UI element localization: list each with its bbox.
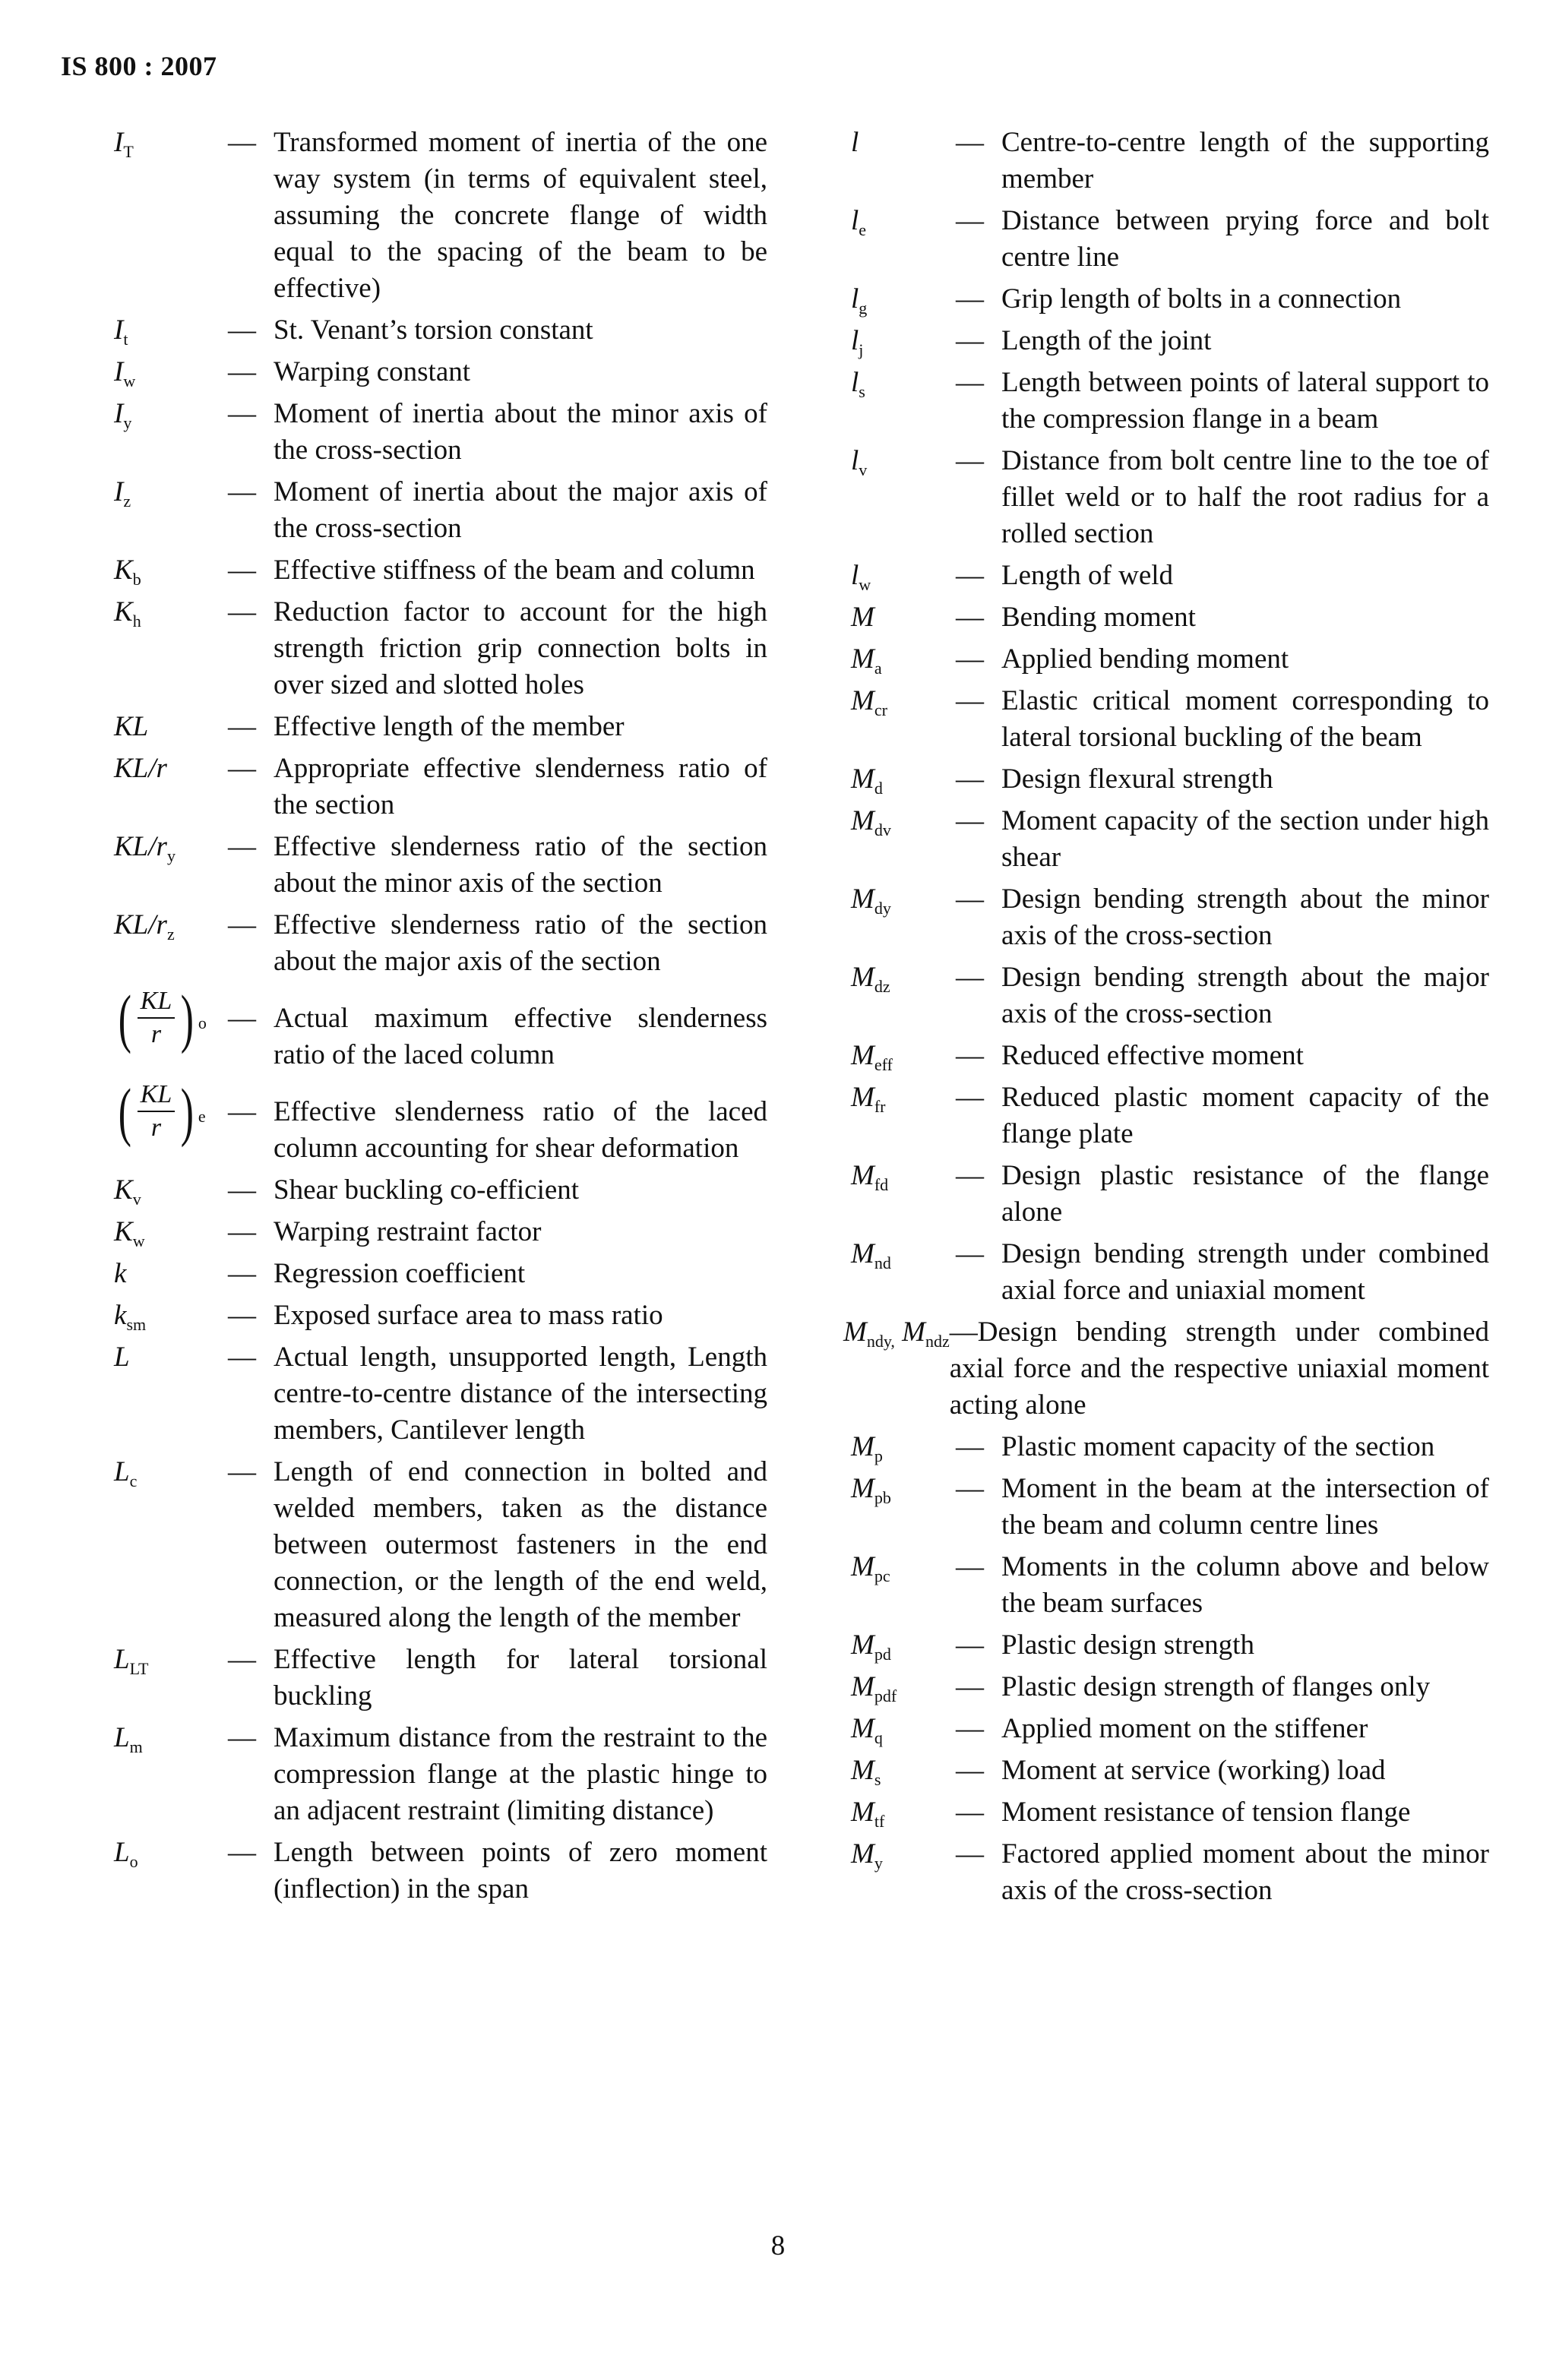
symbol: $l_v$: [851, 445, 868, 479]
symbol-entry: [851, 1627, 1489, 1664]
symbol: $M_{pc}$: [851, 1551, 890, 1585]
dash: —: [228, 1342, 256, 1373]
definition: Distance from bolt centre line to the toe of fillet weld or to half the root radius for a rolled section: [1001, 445, 1489, 549]
symbol-entry: [851, 1236, 1489, 1309]
symbol: $I_T$: [114, 127, 134, 161]
dash: —: [956, 685, 984, 716]
dash: —: [228, 1003, 256, 1034]
symbol-entry-mndy-mndz: [843, 1314, 1489, 1424]
symbol: $KL/r_y$: [114, 831, 176, 865]
dash: —: [956, 1838, 984, 1870]
symbol-entry: [851, 1429, 1489, 1465]
dash: —: [956, 805, 984, 836]
definition: Shear buckling co-efficient: [274, 1174, 580, 1206]
definition: Warping restraint factor: [274, 1216, 542, 1247]
fraction-subscript: e: [198, 1107, 206, 1126]
symbol-entry: [851, 683, 1489, 756]
symbol-entry: [114, 1172, 767, 1209]
left-symbol-list: [114, 125, 767, 980]
definition: Reduced plastic moment capacity of the flange plate: [1001, 1082, 1489, 1149]
symbol: $M_{dz}$: [851, 962, 890, 996]
dash: —: [956, 445, 984, 476]
symbol: $M_{pdf}$: [851, 1671, 897, 1705]
dash: —: [956, 1797, 984, 1828]
symbol: $M_{ndy,}$ $M_{ndz}$: [843, 1316, 950, 1351]
dash: —: [228, 1096, 256, 1127]
symbol-entry: [114, 125, 767, 307]
symbol: $l_w$: [851, 560, 871, 594]
symbol-entry: [851, 599, 1489, 636]
symbol: $KL/r_z$: [114, 909, 175, 943]
definition: Plastic design strength: [1001, 1629, 1254, 1661]
definition: Applied moment on the stiffener: [1001, 1713, 1368, 1744]
definition: Grip length of bolts in a connection: [1001, 283, 1402, 314]
symbol: KL: [114, 711, 149, 742]
dash: —: [956, 962, 984, 993]
dash: —: [956, 205, 984, 236]
right-symbol-list-continued: [851, 1429, 1489, 1909]
symbol: k: [114, 1258, 127, 1289]
symbol-entry-klr-o: [114, 981, 767, 1073]
definition: Plastic moment capacity of the section: [1001, 1431, 1435, 1462]
symbol: $L_c$: [114, 1456, 138, 1490]
symbol-entry: [114, 1339, 767, 1449]
symbol: $l_s$: [851, 367, 865, 401]
dash: —: [228, 1174, 256, 1206]
symbol-entry: [851, 1836, 1489, 1909]
symbol-entry: [851, 1079, 1489, 1152]
symbol: KL/r: [114, 753, 167, 784]
symbol: $K_w$: [114, 1216, 145, 1250]
definition: Centre-to-centre length of the supporting member: [1001, 127, 1489, 194]
left-symbol-list-continued: [114, 1172, 767, 1907]
dash: —: [956, 1160, 984, 1191]
page-number: 8: [770, 2230, 786, 2261]
symbol-entry-klr-e: [114, 1075, 767, 1167]
dash: —: [956, 1473, 984, 1504]
symbol: $I_t$: [114, 314, 128, 349]
definition: Length of weld: [1001, 560, 1174, 591]
symbol-entry: [851, 1753, 1489, 1789]
symbol: $l_j$: [851, 325, 864, 359]
dash: —: [956, 763, 984, 795]
dash: —: [228, 476, 256, 507]
definition: Design flexural strength: [1001, 763, 1273, 795]
dash: —: [228, 711, 256, 742]
symbol-entry: [114, 474, 767, 547]
symbol-entry: [114, 1454, 767, 1636]
symbol-entry: [851, 203, 1489, 276]
dash: —: [956, 643, 984, 675]
definition: Plastic design strength of flanges only: [1001, 1671, 1431, 1702]
symbol: $M_{fr}$: [851, 1082, 886, 1116]
definition: Moment of inertia about the minor axis of the cross-section: [274, 398, 767, 466]
definition: Reduced effective moment: [1001, 1040, 1304, 1071]
dash: —: [228, 356, 256, 387]
dash: —: [956, 1238, 984, 1269]
symbol-entry: [851, 1471, 1489, 1544]
definition: Length of the joint: [1001, 325, 1212, 356]
dash: —: [956, 325, 984, 356]
definition: Transformed moment of inertia of the one way system (in terms of equivalent steel, assuming the concrete flange of width equal to the spacing of the beam to be effective): [274, 127, 767, 304]
symbol: $M_{pb}$: [851, 1473, 891, 1507]
symbol-entry: [851, 641, 1489, 678]
dash: —: [956, 367, 984, 398]
symbol: $M_s$: [851, 1755, 881, 1789]
symbol: $M_{pd}$: [851, 1629, 891, 1664]
dash: —: [228, 1258, 256, 1289]
definition: Applied bending moment: [1001, 643, 1289, 675]
dash: —: [228, 1300, 256, 1331]
definition: Warping constant: [274, 356, 471, 387]
dash: —: [228, 596, 256, 627]
definition: Effective slenderness ratio of the section about the minor axis of the section: [274, 831, 767, 899]
symbol: l: [851, 127, 859, 158]
symbol: $M_{fd}$: [851, 1160, 889, 1194]
dash: —: [956, 560, 984, 591]
definition: —Design bending strength under combined axial force and the respective uniaxial moment acting alone: [949, 1316, 1489, 1421]
dash: —: [228, 555, 256, 586]
dash: —: [228, 127, 256, 158]
symbol: $I_y$: [114, 398, 132, 432]
symbol: $L_o$: [114, 1837, 138, 1871]
definition: Effective length for lateral torsional buckling: [274, 1644, 767, 1712]
symbol-entry: [114, 1214, 767, 1250]
symbol: ( $\frac{KL}{r}$ ) e: [118, 1075, 206, 1148]
fraction-numerator: KL: [138, 985, 176, 1019]
dash: —: [228, 1722, 256, 1753]
definition: Length between points of lateral support to the compression flange in a beam: [1001, 367, 1489, 435]
fraction-denominator: r: [150, 1114, 162, 1142]
symbol: $k_{sm}$: [114, 1300, 147, 1334]
dash: —: [956, 1671, 984, 1702]
symbol-entry: [851, 365, 1489, 438]
dash: —: [228, 1644, 256, 1675]
symbol: $L_m$: [114, 1722, 143, 1756]
symbol: $l_g$: [851, 283, 868, 318]
definition: Design bending strength about the major axis of the cross-section: [1001, 962, 1489, 1029]
symbol-entry: [851, 443, 1489, 552]
definition: Moment resistance of tension flange: [1001, 1797, 1411, 1828]
definition: Bending moment: [1001, 602, 1196, 633]
symbol-entry: [851, 1711, 1489, 1747]
definition: Moment capacity of the section under high shear: [1001, 805, 1489, 873]
dash: —: [956, 602, 984, 633]
definition: Effective slenderness ratio of the laced column accounting for shear deformation: [274, 1096, 767, 1164]
dash: —: [956, 1551, 984, 1582]
definition: Factored applied moment about the minor axis of the cross-section: [1001, 1838, 1489, 1906]
definition: Effective slenderness ratio of the section about the major axis of the section: [274, 909, 767, 977]
symbol: $M_{cr}$: [851, 685, 887, 719]
definition: St. Venant’s torsion constant: [274, 314, 593, 346]
symbol: $M_{eff}$: [851, 1040, 893, 1074]
definition: Elastic critical moment corresponding to lateral torsional buckling of the beam: [1001, 685, 1489, 753]
symbol: $M_d$: [851, 763, 883, 798]
symbol: $L_{LT}$: [114, 1644, 149, 1678]
symbol: M: [851, 602, 874, 633]
fraction-subscript: o: [198, 1013, 207, 1032]
definition: Appropriate effective slenderness ratio of the section: [274, 753, 767, 820]
symbol: $M_a$: [851, 643, 882, 678]
symbol-entry: [114, 552, 767, 589]
symbol-entry: [851, 323, 1489, 359]
dash: —: [956, 1082, 984, 1113]
dash: —: [956, 283, 984, 314]
standard-code-header: IS 800 : 2007: [61, 51, 217, 81]
dash: —: [956, 883, 984, 915]
symbol-entry: [851, 959, 1489, 1032]
dash: —: [956, 1431, 984, 1462]
definition: Effective stiffness of the beam and column: [274, 555, 755, 586]
symbol-entry: [114, 1256, 767, 1292]
right-symbol-list: [851, 125, 1489, 1309]
definition: Actual maximum effective slenderness ratio of the laced column: [274, 1003, 767, 1070]
symbol: $I_w$: [114, 356, 136, 390]
left-column: [114, 125, 767, 1913]
symbol-entry: [114, 1297, 767, 1334]
symbol: $M_{nd}$: [851, 1238, 891, 1272]
symbol-entry: [114, 709, 767, 745]
dash: —: [228, 831, 256, 862]
dash: —: [228, 314, 256, 346]
definition: Moment in the beam at the intersection of the beam and column centre lines: [1001, 1473, 1489, 1541]
symbol: $K_h$: [114, 596, 141, 631]
symbol-entry: [114, 1835, 767, 1907]
definition: Design plastic resistance of the flange alone: [1001, 1160, 1489, 1228]
definition: Regression coefficient: [274, 1258, 526, 1289]
right-column: [843, 125, 1489, 1914]
dash: —: [228, 1456, 256, 1487]
symbol: $M_y$: [851, 1838, 883, 1873]
symbol-entry: [851, 125, 1489, 198]
fraction-denominator: r: [150, 1020, 162, 1048]
symbol-entry: [114, 594, 767, 703]
symbol: $M_q$: [851, 1713, 883, 1747]
symbol: $M_{tf}$: [851, 1797, 885, 1831]
symbol-entry: [114, 1720, 767, 1829]
dash: —: [956, 1713, 984, 1744]
definition: Actual length, unsupported length, Length centre-to-centre distance of the intersecting members, Cantilever length: [274, 1342, 767, 1446]
symbol: $I_z$: [114, 476, 131, 510]
symbol-entry: [851, 1794, 1489, 1831]
symbol-entry: [114, 312, 767, 349]
symbol-entry: [114, 1642, 767, 1715]
dash: —: [956, 1755, 984, 1786]
symbol: $M_{dv}$: [851, 805, 891, 839]
symbol-entry: [851, 1038, 1489, 1074]
symbol-entry: [114, 396, 767, 469]
symbol: $M_p$: [851, 1431, 883, 1465]
symbol-entry: [114, 907, 767, 980]
definition: Moment of inertia about the major axis of the cross-section: [274, 476, 767, 544]
symbol-entry: [851, 761, 1489, 798]
symbol-entry: [114, 751, 767, 823]
symbol-entry: [114, 354, 767, 390]
definition: Length of end connection in bolted and welded members, taken as the distance between outermost fasteners in the end connection, or the length of the end weld, measured along the length of the member: [274, 1456, 767, 1633]
definition: Exposed surface area to mass ratio: [274, 1300, 663, 1331]
definition: Design bending strength under combined axial force and uniaxial moment: [1001, 1238, 1489, 1306]
definition: Moments in the column above and below the beam surfaces: [1001, 1551, 1489, 1619]
definition: Maximum distance from the restraint to the compression flange at the plastic hinge to an adjacent restraint (limiting distance): [274, 1722, 767, 1826]
definition: Moment at service (working) load: [1001, 1755, 1386, 1786]
definition: Effective length of the member: [274, 711, 625, 742]
symbol: $K_b$: [114, 555, 141, 589]
definition: Length between points of zero moment (inflection) in the span: [274, 1837, 767, 1904]
symbol-entry: [851, 1549, 1489, 1622]
symbol-entry: [851, 281, 1489, 318]
dash: —: [228, 1837, 256, 1868]
symbol-entry: [851, 558, 1489, 594]
symbol: L: [114, 1342, 130, 1373]
definition: Design bending strength about the minor axis of the cross-section: [1001, 883, 1489, 951]
symbol-entry: [114, 829, 767, 902]
symbol-entry: [851, 1669, 1489, 1705]
symbol-entry: [851, 881, 1489, 954]
symbol: $l_e$: [851, 205, 867, 239]
symbol-entry: [851, 1158, 1489, 1231]
symbol: ( $\frac{KL}{r}$ ) o: [118, 981, 207, 1054]
dash: —: [228, 1216, 256, 1247]
symbol-entry: [851, 803, 1489, 876]
fraction-numerator: KL: [138, 1079, 176, 1112]
dash: —: [228, 753, 256, 784]
symbol: $M_{dy}$: [851, 883, 891, 918]
dash: —: [956, 1629, 984, 1661]
dash: —: [956, 127, 984, 158]
symbol: $K_v$: [114, 1174, 141, 1209]
definition: Reduction factor to account for the high strength friction grip connection bolts in over sized and slotted holes: [274, 596, 767, 700]
dash: —: [956, 1040, 984, 1071]
dash: —: [228, 398, 256, 429]
dash: —: [228, 909, 256, 940]
definition: Distance between prying force and bolt centre line: [1001, 205, 1489, 273]
